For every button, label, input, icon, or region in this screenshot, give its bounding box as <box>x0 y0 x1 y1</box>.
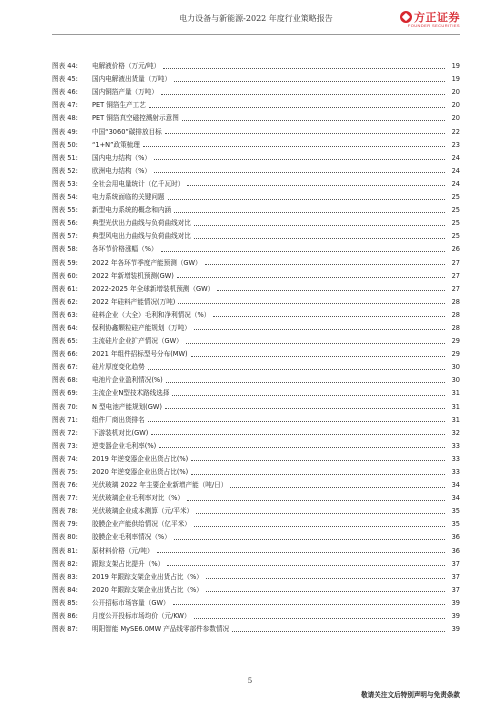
toc-entry-title: 2020 年逆变器企业出货占比(%) <box>92 468 189 476</box>
toc-entry-page: 24 <box>451 166 460 175</box>
toc-entry-title: 保利协鑫颗粒硅产能规划（万吨） <box>92 323 191 332</box>
logo-subtext: FOUNDER SECURITIES <box>407 23 460 28</box>
toc-entry-label: 图表 86: <box>52 612 78 621</box>
toc-dot-leader <box>174 539 445 540</box>
toc-entry[interactable] <box>52 70 460 83</box>
toc-entry-title: 公开招标市场容量（GW） <box>92 598 170 607</box>
toc-entry[interactable] <box>52 555 460 568</box>
toc-entry-label: 图表 47: <box>52 101 78 110</box>
report-title: 电力设备与新能源-2022 年度行业策略报告 <box>179 14 333 23</box>
toc-entry[interactable] <box>52 319 460 332</box>
toc-entry-label: 图表 44: <box>52 62 78 71</box>
toc-entry-page: 24 <box>451 179 460 188</box>
toc-entry-title: 2022 年硅料产能情况(万吨) <box>92 297 176 306</box>
toc-entry-title: 主流硅片企业扩产情况（GW） <box>92 337 183 346</box>
toc-entry[interactable] <box>52 188 460 201</box>
toc-entry-label: 图表 62: <box>52 297 78 306</box>
toc-entry-title: 2022-2025 年全球新增装机预测（GW） <box>92 284 215 293</box>
toc-entry-label: 图表 69: <box>52 389 78 398</box>
toc-entry[interactable] <box>52 332 460 345</box>
toc-dot-leader <box>191 356 445 357</box>
toc-entry-label: 图表 80: <box>52 533 78 542</box>
toc-entry-label: 图表 87: <box>52 625 78 634</box>
toc-dot-leader <box>148 421 445 422</box>
toc-entry-page: 20 <box>451 88 460 97</box>
toc-entry-label: 图表 68: <box>52 376 78 385</box>
toc-entry-page: 30 <box>451 376 460 385</box>
toc-entry[interactable] <box>52 371 460 384</box>
toc-entry-title: 典型风电出力曲线与负荷曲线对比 <box>92 232 191 241</box>
toc-entry[interactable] <box>52 214 460 227</box>
toc-entry-title: 典型光伏出力曲线与负荷曲线对比 <box>92 219 191 228</box>
toc-entry-page: 25 <box>451 206 460 215</box>
toc-entry-label: 图表 57: <box>52 232 78 241</box>
toc-entry-page: 32 <box>451 428 460 437</box>
toc-dot-leader <box>166 382 445 383</box>
logo-text: 方正证券 <box>414 11 460 24</box>
header-divider <box>52 34 460 35</box>
toc-entry[interactable] <box>52 280 460 293</box>
toc-entry-page: 35 <box>451 520 460 529</box>
toc-entry-page: 33 <box>451 441 460 450</box>
toc-entry[interactable] <box>52 489 460 502</box>
toc-entry-page: 31 <box>451 402 460 411</box>
toc-entry[interactable] <box>52 450 460 463</box>
toc-entry-label: 图表 64: <box>52 323 78 332</box>
toc-entry-label: 图表 51: <box>52 153 78 162</box>
toc-entry-page: 28 <box>451 310 460 319</box>
toc-entry[interactable] <box>52 201 460 214</box>
toc-entry-label: 图表 77: <box>52 494 78 503</box>
toc-entry[interactable] <box>52 57 460 70</box>
toc-entry-title: 硅料企业（大全）毛利和净利情况（%） <box>92 310 211 319</box>
toc-dot-leader <box>182 120 445 121</box>
toc-entry[interactable] <box>52 293 460 306</box>
toc-entry-title: 组件厂商出货排名 <box>92 415 145 424</box>
toc-dot-leader <box>165 408 445 409</box>
toc-entry-label: 图表 72: <box>52 428 78 437</box>
toc-entry-title: 电池片企业盈利情况(%) <box>92 376 163 385</box>
toc-entry-title: 国内电力结构（%） <box>92 153 152 162</box>
toc-entry-label: 图表 67: <box>52 363 78 372</box>
toc-entry[interactable] <box>52 122 460 135</box>
toc-entry-page: 28 <box>451 323 460 332</box>
toc-entry-label: 图表 53: <box>52 179 78 188</box>
toc-entry-title: 国内电解液出货量（万吨） <box>92 75 172 84</box>
toc-dot-leader <box>161 251 445 252</box>
toc-entry-page: 33 <box>451 454 460 463</box>
toc-entry[interactable] <box>52 109 460 122</box>
toc-entry[interactable] <box>52 358 460 371</box>
toc-entry-page: 36 <box>451 546 460 555</box>
toc-dot-leader <box>194 225 445 226</box>
toc-entry-title: PET 铜箔生产工艺 <box>92 101 146 110</box>
toc-entry[interactable] <box>52 607 460 620</box>
toc-entry-page: 34 <box>451 494 460 503</box>
toc-entry-label: 图表 59: <box>52 258 78 267</box>
toc-entry[interactable] <box>52 581 460 594</box>
toc-dot-leader <box>157 552 445 553</box>
toc-entry[interactable] <box>52 463 460 476</box>
toc-dot-leader <box>173 604 445 605</box>
toc-entry-label: 图表 75: <box>52 468 78 476</box>
toc-entry-title: 逆变器企业毛利率(%) <box>92 441 157 450</box>
toc-entry[interactable] <box>52 149 460 162</box>
toc-dot-leader <box>168 199 445 200</box>
toc-entry-label: 图表 82: <box>52 559 78 568</box>
toc-dot-leader <box>186 343 445 344</box>
toc-entry[interactable] <box>52 162 460 175</box>
toc-entry-title: PET 铜箔真空磁控溅射示意图 <box>92 114 179 123</box>
toc-entry-page: 23 <box>451 140 460 149</box>
toc-entry-title: 2019 年逆变器企业出货占比(%) <box>92 454 189 463</box>
toc-dot-leader <box>194 618 445 619</box>
toc-entry-title: 原材料价格（元/吨） <box>92 546 154 555</box>
logo-mark-icon <box>400 11 412 23</box>
toc-entry[interactable] <box>52 267 460 280</box>
toc-entry-title: 国内铜箔产量（万吨） <box>92 88 158 97</box>
toc-entry-label: 图表 54: <box>52 193 78 202</box>
toc-entry[interactable] <box>52 83 460 96</box>
toc-entry-page: 37 <box>451 559 460 568</box>
toc-entry-page: 39 <box>451 612 460 621</box>
toc-dot-leader <box>232 631 445 632</box>
toc-entry-title: 月度公开投标市场均价（元/KW） <box>92 612 191 621</box>
toc-entry[interactable] <box>52 541 460 554</box>
toc-dot-leader <box>187 500 445 501</box>
toc-entry-label: 图表 66: <box>52 350 78 359</box>
toc-dot-leader <box>143 146 445 147</box>
toc-entry-label: 图表 46: <box>52 88 78 97</box>
toc-entry-page: 20 <box>451 101 460 110</box>
toc-dot-leader <box>174 212 445 213</box>
toc-entry-page: 39 <box>451 625 460 634</box>
toc-dot-leader <box>205 264 445 265</box>
toc-entry-page: 25 <box>451 219 460 228</box>
toc-entry[interactable] <box>52 476 460 489</box>
toc-dot-leader <box>196 513 445 514</box>
toc-entry-label: 图表 60: <box>52 271 78 280</box>
toc-dot-leader <box>194 329 445 330</box>
table-of-figures <box>52 57 460 633</box>
toc-dot-leader <box>217 290 445 291</box>
toc-entry-label: 图表 49: <box>52 127 78 136</box>
toc-dot-leader <box>163 68 445 69</box>
toc-entry[interactable] <box>52 424 460 437</box>
toc-entry-title: 中国“3060”碳排放目标 <box>92 127 162 136</box>
founder-securities-logo <box>394 8 460 32</box>
toc-entry[interactable] <box>52 227 460 240</box>
toc-entry-label: 图表 76: <box>52 481 78 490</box>
toc-entry-page: 25 <box>451 232 460 241</box>
toc-entry-page: 29 <box>451 350 460 359</box>
toc-entry-title: 电力系统面临的关键问题 <box>92 193 165 202</box>
toc-entry[interactable] <box>52 384 460 397</box>
toc-entry-page: 25 <box>451 193 460 202</box>
toc-dot-leader <box>206 591 445 592</box>
toc-entry-title: N 型电池产能规划(GW) <box>92 402 162 411</box>
toc-entry-page: 33 <box>451 468 460 476</box>
toc-entry-page: 37 <box>451 585 460 594</box>
toc-entry-title: 硅片厚度变化趋势 <box>92 363 145 372</box>
toc-dot-leader <box>194 526 445 527</box>
toc-entry-label: 图表 55: <box>52 206 78 215</box>
toc-entry-page: 24 <box>451 153 460 162</box>
toc-entry-label: 图表 56: <box>52 219 78 228</box>
toc-entry-label: 图表 65: <box>52 337 78 346</box>
toc-entry-label: 图表 50: <box>52 140 78 149</box>
toc-entry-label: 图表 81: <box>52 546 78 555</box>
toc-dot-leader <box>165 133 445 134</box>
toc-dot-leader <box>154 172 445 173</box>
toc-entry-page: 37 <box>451 572 460 581</box>
toc-entry[interactable] <box>52 306 460 319</box>
toc-entry-title: “1+N”政策梳理 <box>92 140 140 149</box>
toc-entry-page: 28 <box>451 297 460 306</box>
toc-entry-page: 31 <box>451 415 460 424</box>
page-header <box>52 8 460 34</box>
toc-entry-title: 2022 年各环节季度产能预测（GW） <box>92 258 202 267</box>
toc-entry-title: 全社会用电量统计（亿千瓦时） <box>92 179 185 188</box>
toc-dot-leader <box>172 395 445 396</box>
toc-entry-label: 图表 73: <box>52 441 78 450</box>
toc-entry-page: 36 <box>451 533 460 542</box>
toc-entry[interactable] <box>52 411 460 424</box>
toc-dot-leader <box>149 107 445 108</box>
toc-entry-page: 19 <box>451 75 460 84</box>
toc-entry-title: 下游装机对比(GW) <box>92 428 149 437</box>
toc-entry-page: 27 <box>451 271 460 280</box>
toc-dot-leader <box>148 369 445 370</box>
toc-entry-title: 光伏玻璃 2022 年主要企业新增产能（吨/日） <box>92 481 228 490</box>
toc-entry-label: 图表 84: <box>52 585 78 594</box>
toc-entry-label: 图表 79: <box>52 520 78 529</box>
toc-entry[interactable] <box>52 96 460 109</box>
toc-dot-leader <box>191 460 445 461</box>
toc-entry[interactable] <box>52 568 460 581</box>
toc-entry-label: 图表 58: <box>52 245 78 254</box>
toc-entry-label: 图表 83: <box>52 572 78 581</box>
toc-entry-label: 图表 78: <box>52 507 78 516</box>
toc-entry-title: 光伏玻璃企业成本测算（元/平米） <box>92 507 194 516</box>
toc-entry[interactable] <box>52 502 460 515</box>
toc-entry-title: 2019 年跟踪支架企业出货占比（%） <box>92 572 203 581</box>
toc-dot-leader <box>151 434 445 435</box>
toc-entry[interactable] <box>52 528 460 541</box>
toc-entry-label: 图表 48: <box>52 114 78 123</box>
toc-entry[interactable] <box>52 175 460 188</box>
toc-entry-label: 图表 52: <box>52 166 78 175</box>
toc-entry[interactable] <box>52 594 460 607</box>
toc-dot-leader <box>154 159 445 160</box>
toc-dot-leader <box>230 487 445 488</box>
toc-dot-leader <box>194 238 445 239</box>
toc-entry[interactable] <box>52 515 460 528</box>
disclaimer-note: 敬请关注文后特别声明与免责条款 <box>361 691 460 699</box>
toc-dot-leader <box>213 316 445 317</box>
toc-entry-page: 35 <box>451 507 460 516</box>
toc-entry-page: 19 <box>451 62 460 71</box>
toc-entry-label: 图表 71: <box>52 415 78 424</box>
toc-entry-title: 胶膜企业产能供给情况（亿平米） <box>92 520 191 529</box>
toc-entry[interactable] <box>52 437 460 450</box>
toc-entry-title: 新型电力系统的概念和内涵 <box>92 206 172 215</box>
toc-entry-title: 胶膜企业毛利率情况（%） <box>92 533 171 542</box>
toc-entry-page: 39 <box>451 598 460 607</box>
toc-entry-label: 图表 74: <box>52 454 78 463</box>
toc-dot-leader <box>206 578 445 579</box>
toc-entry-title: 电解液价格（万元/吨） <box>92 62 161 71</box>
toc-dot-leader <box>174 81 445 82</box>
toc-entry-label: 图表 61: <box>52 284 78 293</box>
toc-entry[interactable] <box>52 240 460 253</box>
toc-entry-label: 图表 45: <box>52 75 78 84</box>
toc-entry-page: 27 <box>451 284 460 293</box>
toc-dot-leader <box>191 474 445 475</box>
toc-entry-page: 30 <box>451 363 460 372</box>
toc-entry-title: 光伏玻璃企业毛利率对比（%） <box>92 494 184 503</box>
toc-entry-title: 各环节价格涨幅（%） <box>92 245 158 254</box>
toc-entry[interactable] <box>52 620 460 633</box>
toc-entry-title: 主流企业N型技术路线选择 <box>92 389 170 398</box>
toc-dot-leader <box>161 94 445 95</box>
toc-entry[interactable] <box>52 397 460 410</box>
toc-entry-title: 明阳智能 MySE6.0MW 产品线零部件参数情况 <box>92 625 230 634</box>
toc-entry-page: 22 <box>451 127 460 136</box>
toc-entry-page: 27 <box>451 258 460 267</box>
toc-entry-title: 欧洲电力结构（%） <box>92 166 152 175</box>
toc-entry[interactable] <box>52 345 460 358</box>
toc-entry-title: 2020 年跟踪支架企业出货占比（%） <box>92 585 203 594</box>
page-number: 5 <box>247 677 253 685</box>
toc-entry-title: 2021 年组件招标型号分布(MW) <box>92 350 188 359</box>
toc-entry-page: 34 <box>451 481 460 490</box>
toc-entry-label: 图表 85: <box>52 598 78 607</box>
toc-entry-page: 31 <box>451 389 460 398</box>
toc-dot-leader <box>167 565 445 566</box>
toc-entry-label: 图表 63: <box>52 310 78 319</box>
toc-entry[interactable] <box>52 136 460 149</box>
toc-entry-page: 26 <box>451 245 460 254</box>
toc-dot-leader <box>187 185 445 186</box>
toc-entry-title: 2022 年新增装机预测(GW) <box>92 271 174 280</box>
toc-entry-label: 图表 70: <box>52 402 78 411</box>
toc-entry[interactable] <box>52 253 460 266</box>
toc-dot-leader <box>178 303 445 304</box>
toc-entry-page: 29 <box>451 337 460 346</box>
toc-dot-leader <box>177 277 445 278</box>
toc-dot-leader <box>159 447 445 448</box>
toc-entry-title: 跟踪支架占比提升（%） <box>92 559 165 568</box>
toc-entry-page: 20 <box>451 114 460 123</box>
